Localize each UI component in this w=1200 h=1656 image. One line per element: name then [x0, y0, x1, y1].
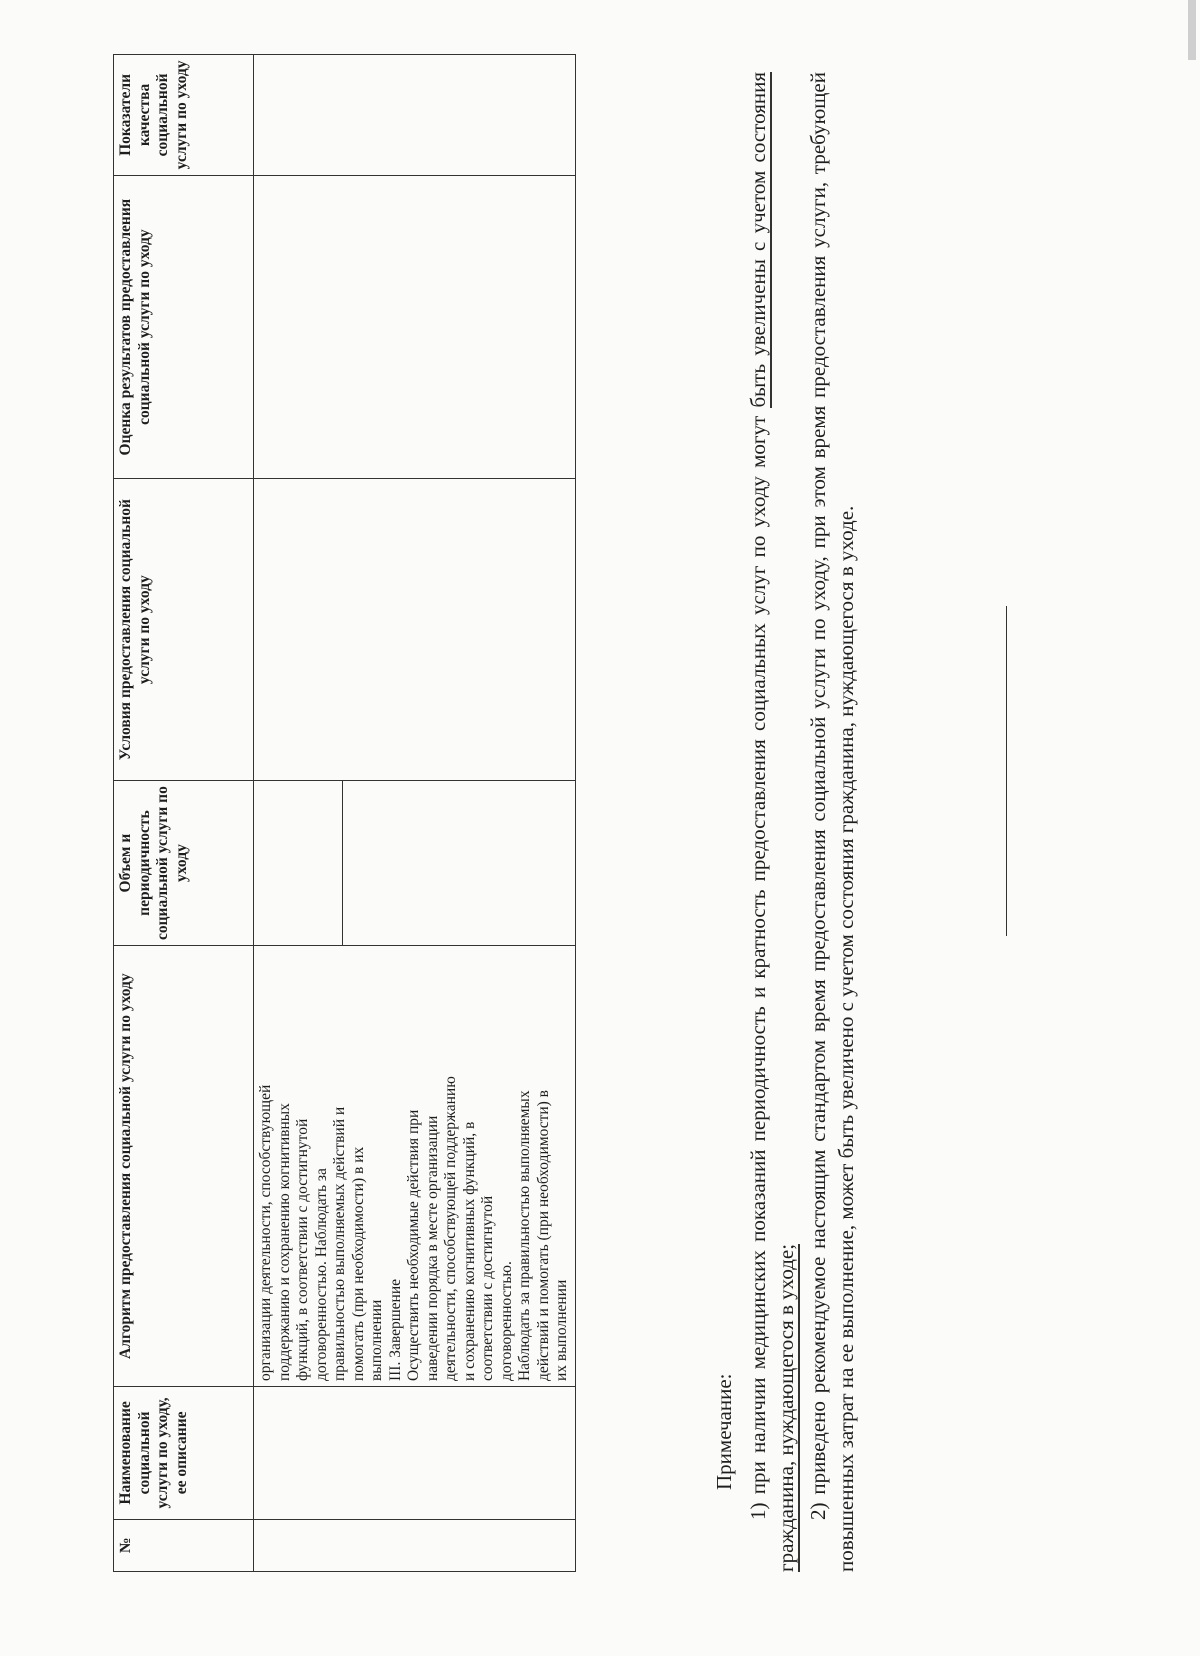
cell-conditions [254, 479, 576, 780]
note-item [744, 72, 800, 1572]
header-evaluation: Оценка результатов предоставления социальной услуги по уходу [114, 175, 254, 479]
algo-line: правильностью выполняемых действий и [331, 1106, 348, 1382]
note-1-underlined-text: быть увеличены с учетом состояния гражданина, нуждающегося в уходе; [746, 72, 798, 1572]
care-service-table [113, 54, 576, 1572]
cell-number [254, 1519, 576, 1571]
algo-line: поддержанию и сохранению когнитивных [275, 1103, 293, 1382]
cell-volume-upper [254, 781, 343, 945]
header-conditions: Условия предоставления социальной услуги по уходу [114, 479, 254, 780]
algo-line: их выполнении [553, 1279, 570, 1382]
algo-line: и сохранению когнитивных функций, в [460, 1121, 478, 1382]
algo-line: III. Завершение [386, 1278, 404, 1382]
note-1-text: 1) при наличии медицинских показаний периодичность и кратность предоставления социальных услуг по уходу могут [746, 415, 770, 1520]
algo-line: помогать (при необходимости) в их [349, 1146, 367, 1382]
notes-section [710, 72, 864, 1572]
header-algorithm: Алгоритм предоставления социальной услуги по уходу [114, 946, 254, 1387]
header-number: № [114, 1519, 254, 1571]
algo-line: наведении порядка в месте организации [423, 1115, 441, 1382]
note-item: 2) приведено рекомендуемое настоящим стандартом время предоставления социальной услуги по уходу, при этом время предоставления услуги, требующей повышенных затрат на ее выполнение, может быть увеличено с учетом состояния гражданина, нуждающегося в уходе. [806, 72, 858, 1572]
table-row [254, 55, 576, 1572]
cell-volume [254, 780, 576, 945]
algo-line: выполнении [368, 1299, 385, 1382]
algo-line: Наблюдать за правильностью выполняемых [516, 1090, 533, 1382]
cell-service-name [254, 1387, 576, 1520]
cell-quality [254, 55, 576, 176]
algo-line: функций, в соответствии с достигнутой [294, 1118, 311, 1382]
header-quality: Показатели качества социальной услуги по уходу [114, 55, 254, 176]
header-volume: Объем и периодичность социальной услуги по уходу [114, 780, 254, 945]
header-service-name: Наименование социальной услуги по уходу, ее описание [114, 1387, 254, 1520]
cell-algorithm [254, 946, 576, 1387]
algo-line: Осуществить необходимые действия при [405, 1109, 422, 1382]
cell-evaluation [254, 175, 576, 479]
notes-title: Примечание: [712, 1373, 736, 1490]
algo-line: организации деятельности, способствующей [257, 1084, 274, 1382]
table-header-row [114, 55, 254, 1572]
algo-line: действий и помогать (при необходимости) в [534, 1089, 552, 1382]
algo-line: деятельности, способствующей поддержанию [442, 1076, 459, 1382]
algo-line: соответствии с достигнутой [479, 1195, 496, 1382]
end-separator-line [1006, 606, 1007, 936]
algo-line: договоренностью. [497, 1261, 515, 1382]
algo-line: договоренностью. Наблюдать за [312, 1168, 330, 1382]
